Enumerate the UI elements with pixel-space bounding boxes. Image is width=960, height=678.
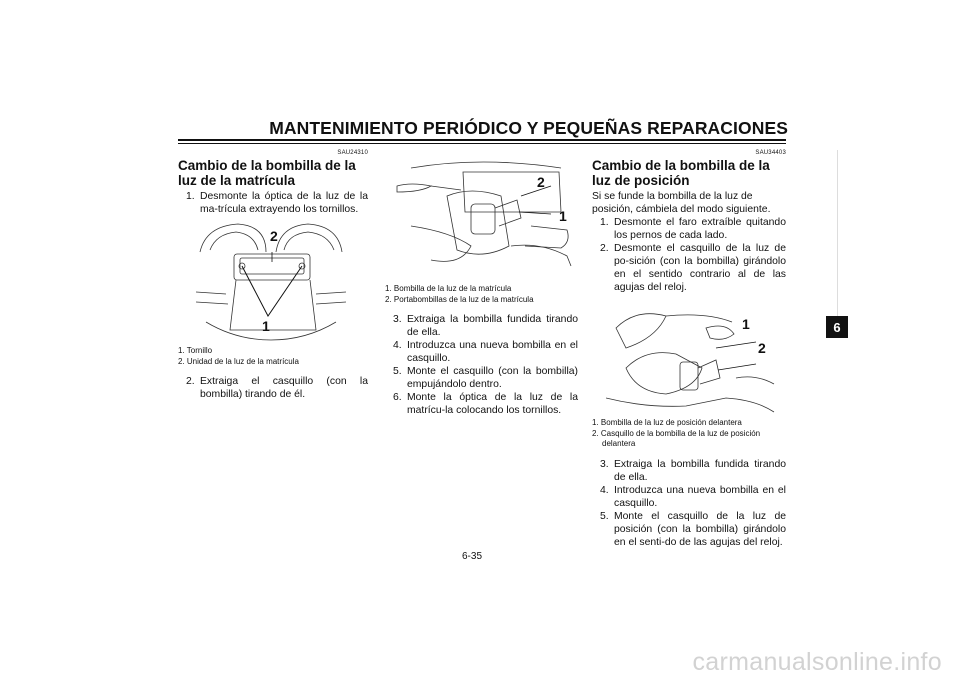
step-item: 3. Extraiga la bombilla fundida tirando de ella.: [600, 458, 786, 483]
middle-column: [385, 150, 578, 417]
page-number: 6-35: [462, 551, 483, 562]
step-item: 1. Desmonte la óptica de la luz de la ma-trícula extrayendo los tornillos.: [186, 191, 368, 215]
step-item: 4. Introduzca una nueva bombilla en el casquillo.: [393, 340, 578, 364]
section-code: SAU34403: [755, 150, 786, 156]
step-item: 3. Extraiga la bombilla fundida tirando de ella.: [393, 314, 578, 338]
position-bulb-illustration: [606, 308, 776, 416]
caption-item: 1. Bombilla de la luz de la matrícula: [385, 284, 512, 293]
header-rule: [178, 139, 786, 141]
callout-2: 2: [537, 174, 545, 190]
left-column: [178, 150, 368, 401]
step-item: 6. Monte la óptica de la luz de la matrícu-la colocando los tornillos.: [393, 392, 578, 416]
callout-1: 1: [262, 318, 270, 334]
license-bulb-illustration: [391, 156, 575, 280]
figure-captions: [178, 346, 368, 367]
step-list: [385, 313, 578, 417]
figure-license-bulb: [391, 156, 575, 280]
figure-position-bulb: [606, 308, 776, 416]
caption-item: 2. Portabombillas de la luz de la matrícula: [385, 294, 534, 304]
step-item: 2. Desmonte el casquillo de la luz de po-sición (con la bombilla) girándolo en el sentido contrario al de las agujas del reloj.: [600, 243, 786, 293]
caption-item: 1. Tornillo: [178, 346, 213, 355]
watermark-logo: carmanualsonline.info: [692, 648, 942, 676]
step-list: [592, 458, 786, 549]
step-list: [592, 216, 786, 294]
callout-2: 2: [758, 340, 766, 356]
caption-item: 1. Bombilla de la luz de posición delantera: [592, 418, 742, 427]
step-item: 5. Monte el casquillo (con la bombilla) empujándolo dentro.: [393, 366, 578, 390]
section-code: SAU24310: [337, 150, 368, 156]
figure-license-light-unit: [196, 222, 346, 344]
section-heading: Cambio de la bombilla de la luz de la matrícula: [178, 158, 356, 188]
figure-captions: [385, 284, 578, 305]
figure-captions: [592, 418, 786, 450]
chapter-tab-guide: [837, 150, 838, 316]
section-heading: Cambio de la bombilla de la luz de posición: [592, 158, 770, 188]
callout-1: 1: [742, 316, 750, 332]
callout-2: 2: [270, 228, 278, 244]
step-item: 1. Desmonte el faro extraíble quitando los pernos de cada lado.: [600, 217, 786, 241]
step-item: 2. Extraiga el casquillo (con la bombilla) tirando de él.: [186, 376, 368, 400]
step-item: 4. Introduzca una nueva bombilla en el casquillo.: [600, 484, 786, 509]
header-rule: [178, 143, 786, 144]
page-header-title: MANTENIMIENTO PERIÓDICO Y PEQUEÑAS REPARACIONES: [269, 118, 788, 138]
caption-item: 2. Unidad de la luz de la matrícula: [178, 356, 299, 366]
step-item: 5. Monte el casquillo de la luz de posición (con la bombilla) girándolo en el senti-do de las agujas del reloj.: [600, 510, 786, 548]
callout-1: 1: [559, 208, 567, 224]
caption-item: 2. Casquillo de la bombilla de la luz de posición delantera: [592, 428, 761, 448]
step-list: [178, 190, 368, 216]
intro-paragraph: Si se funde la bombilla de la luz de posición, cámbiela del modo siguiente.: [592, 191, 771, 215]
chapter-tab: 6: [826, 316, 848, 338]
step-list: [178, 375, 368, 401]
right-column: [592, 150, 786, 549]
